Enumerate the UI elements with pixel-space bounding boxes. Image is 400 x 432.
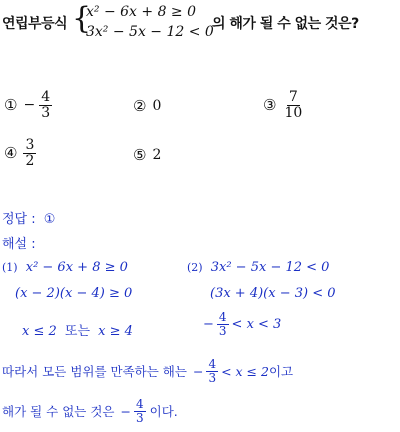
conclusion-2-numerator: 4 — [135, 397, 144, 411]
option-4-number: ④ — [4, 144, 18, 163]
option-1-fraction — [39, 90, 52, 120]
option-3-fraction — [282, 90, 304, 120]
question-inequality-1: x² − 6x + 8 ≥ 0 — [86, 4, 197, 20]
conclusion-1-text: 따라서 모든 범위를 만족하는 해는 — [2, 364, 187, 380]
option-2[interactable] — [133, 97, 161, 115]
conclusion-1-fraction — [206, 358, 218, 384]
part2-numerator: 4 — [218, 310, 227, 324]
part2-tag: (2) — [187, 261, 203, 274]
conclusion-1-denominator: 3 — [208, 370, 217, 385]
option-1-sign: − — [23, 97, 36, 114]
conclusion-1 — [2, 358, 293, 384]
conclusion-1-numerator: 4 — [208, 357, 217, 371]
option-1-numerator: 4 — [41, 89, 51, 105]
conclusion-1-sign: − — [192, 363, 204, 379]
part1-inequality: x² − 6x + 8 ≥ 0 — [25, 260, 128, 275]
part1-line3 — [22, 320, 133, 339]
conclusion-2-sign: − — [120, 403, 131, 419]
conclusion-1-tail: 이고 — [268, 364, 294, 380]
option-1[interactable] — [4, 90, 52, 120]
part2-line3 — [203, 311, 281, 337]
part2-sign: − — [203, 316, 214, 332]
option-5-value: 2 — [152, 147, 162, 163]
option-4[interactable] — [4, 138, 36, 168]
conclusion-2-tail: 이다. — [149, 404, 178, 420]
answer-value: ① — [43, 212, 56, 227]
option-3[interactable] — [263, 90, 304, 120]
option-4-fraction — [23, 138, 36, 168]
part1-or: 또는 — [64, 324, 91, 339]
solution-label: 해설 : — [2, 237, 36, 252]
question-prefix: 연립부등식 — [2, 16, 68, 32]
part2-line1 — [187, 260, 329, 275]
part1-tag: (1) — [2, 261, 18, 274]
option-1-number: ① — [4, 96, 18, 115]
part2-inequality: 3x² − 5x − 12 < 0 — [210, 260, 330, 275]
part2-denominator: 3 — [218, 323, 227, 338]
system-brace: { — [72, 1, 92, 36]
option-2-value: 0 — [152, 98, 162, 114]
part1-line1 — [2, 260, 128, 275]
option-3-denominator: 10 — [284, 104, 303, 121]
conclusion-2-text: 해가 될 수 없는 것은 — [2, 404, 115, 420]
option-5-number: ⑤ — [133, 146, 147, 164]
conclusion-1-range: < x ≤ 2 — [221, 363, 269, 379]
part1-range-a: x ≤ 2 — [22, 324, 57, 339]
answer-label: 정답 : — [2, 212, 36, 227]
option-5[interactable] — [133, 146, 161, 164]
option-2-number: ② — [133, 97, 147, 115]
answer-line — [2, 208, 55, 227]
option-3-numerator: 7 — [288, 89, 298, 105]
part1-range-b: x ≥ 4 — [98, 324, 133, 339]
option-4-numerator: 3 — [25, 137, 35, 153]
part1-line2: (x − 2)(x − 4) ≥ 0 — [15, 286, 133, 301]
option-1-denominator: 3 — [41, 104, 51, 121]
conclusion-2-fraction — [134, 398, 146, 424]
option-3-number: ③ — [263, 96, 277, 115]
part2-range: < x < 3 — [231, 316, 282, 332]
question-inequality-2: 3x² − 5x − 12 < 0 — [86, 24, 214, 40]
conclusion-2-denominator: 3 — [135, 410, 144, 425]
conclusion-2 — [2, 398, 178, 424]
part2-fraction — [217, 311, 229, 337]
part2-line2: (3x + 4)(x − 3) < 0 — [210, 286, 336, 301]
question-suffix: 의 해가 될 수 없는 것은? — [212, 16, 359, 32]
option-4-denominator: 2 — [25, 152, 35, 169]
